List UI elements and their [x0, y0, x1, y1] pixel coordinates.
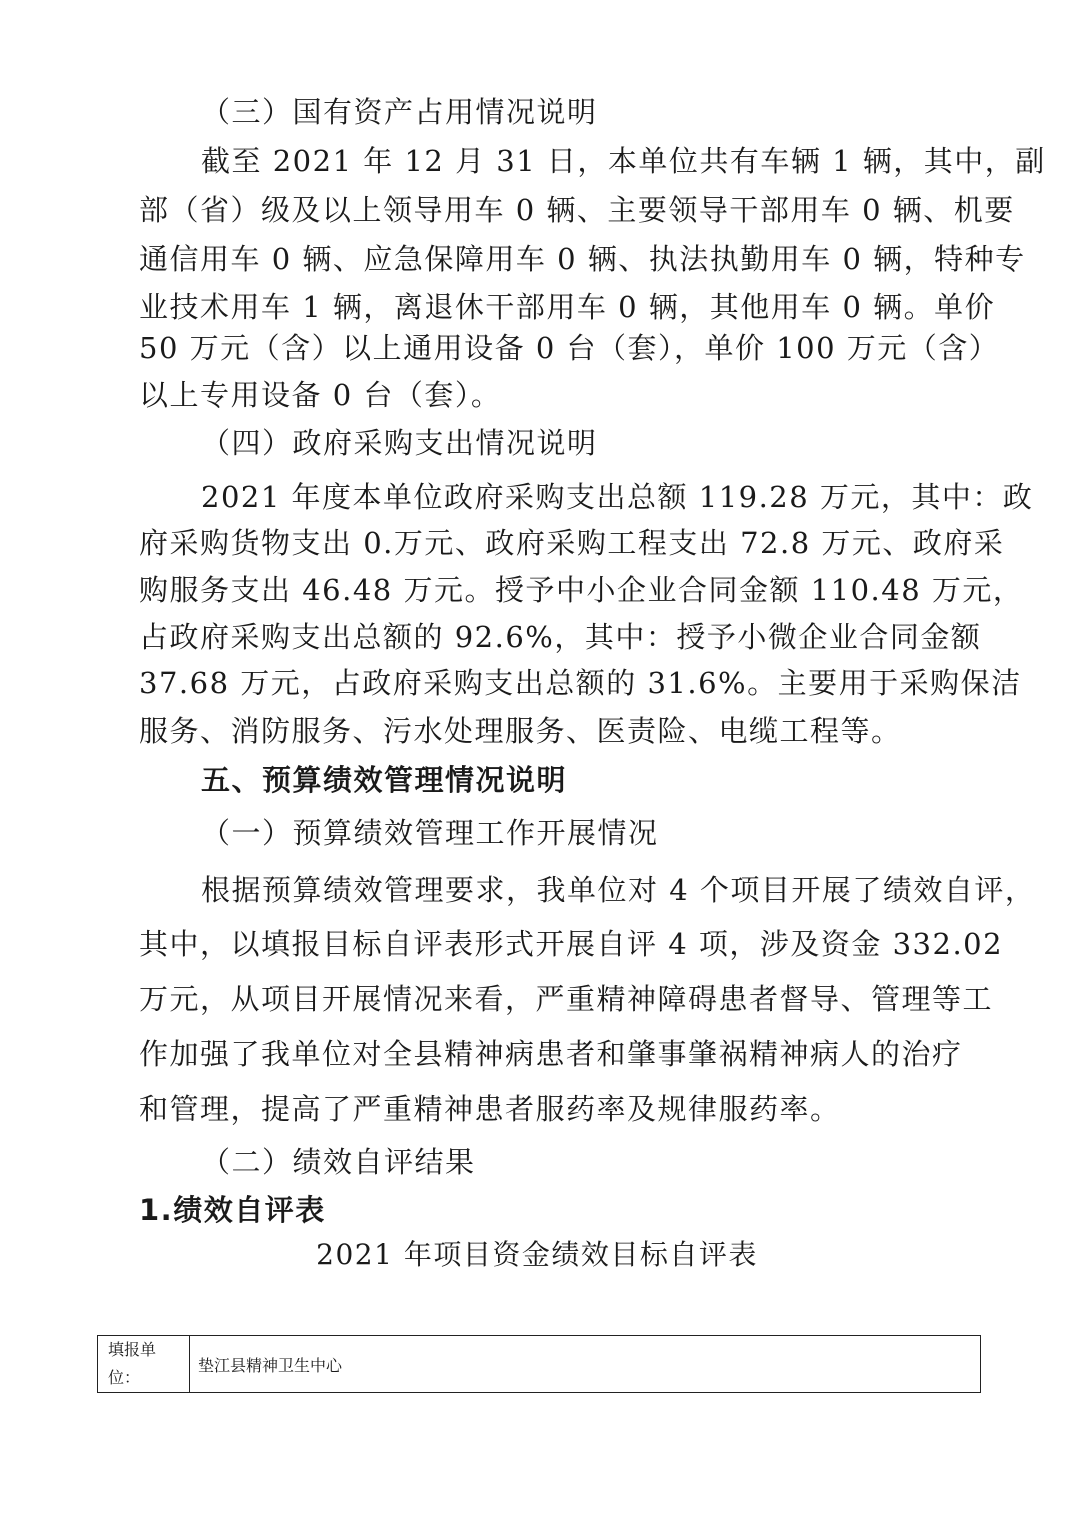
paragraph-line: 万元，从项目开展情况来看，严重精神障碍患者督导、管理等工 — [139, 982, 994, 1016]
paragraph-line: 以上专用设备 0 台（套）。 — [139, 378, 502, 412]
paragraph-line: 部（省）级及以上领导用车 0 辆、主要领导干部用车 0 辆、机要 — [139, 193, 1015, 227]
paragraph-line: 2021 年度本单位政府采购支出总额 119.28 万元，其中：政 — [201, 480, 1034, 514]
reporting-unit-label — [98, 1336, 190, 1393]
paragraph-line: 业技术用车 1 辆，离退休干部用车 0 辆，其他用车 0 辆。单价 — [139, 290, 996, 324]
paragraph-line: 50 万元（含）以上通用设备 0 台（套），单价 100 万元（含） — [139, 331, 1000, 365]
part5-heading: 五、预算绩效管理情况说明 — [201, 763, 568, 797]
paragraph-line: 府采购货物支出 0.万元、政府采购工程支出 72.8 万元、政府采 — [139, 526, 1005, 560]
paragraph-line: 服务、消防服务、污水处理服务、医责险、电缆工程等。 — [139, 714, 902, 748]
paragraph-line: 作加强了我单位对全县精神病患者和肇事肇祸精神病人的治疗 — [139, 1037, 963, 1071]
paragraph-line: 购服务支出 46.48 万元。授予中小企业合同金额 110.48 万元， — [139, 573, 1024, 607]
label-line: 填报单 — [108, 1340, 157, 1359]
paragraph-line: 根据预算绩效管理要求，我单位对 4 个项目开展了绩效自评， — [201, 873, 1036, 907]
paragraph-line: 通信用车 0 辆、应急保障用车 0 辆、执法执勤用车 0 辆，特种专 — [139, 242, 1026, 276]
section4-heading: （四）政府采购支出情况说明 — [201, 426, 598, 460]
paragraph-line: 占政府采购支出总额的 92.6%，其中：授予小微企业合同金额 — [139, 620, 982, 654]
section3-heading: （三）国有资产占用情况说明 — [201, 95, 598, 129]
subsection2-heading: （二）绩效自评结果 — [201, 1145, 476, 1179]
paragraph-line: 其中，以填报目标自评表形式开展自评 4 项，涉及资金 332.02 — [139, 927, 1004, 961]
table-row — [98, 1336, 981, 1393]
label-line: 位： — [108, 1368, 141, 1387]
paragraph-line: 和管理，提高了严重精神患者服药率及规律服药率。 — [139, 1092, 841, 1126]
info-table — [97, 1335, 981, 1393]
paragraph-line: 37.68 万元，占政府采购支出总额的 31.6%。主要用于采购保洁 — [139, 666, 1022, 700]
item1-heading: 1.绩效自评表 — [139, 1193, 326, 1227]
reporting-unit-value: 垫江县精神卫生中心 — [190, 1336, 981, 1393]
table-caption: 2021 年项目资金绩效目标自评表 — [316, 1238, 758, 1271]
subsection1-heading: （一）预算绩效管理工作开展情况 — [201, 816, 659, 850]
paragraph-line: 截至 2021 年 12 月 31 日，本单位共有车辆 1 辆，其中，副 — [201, 144, 1046, 178]
